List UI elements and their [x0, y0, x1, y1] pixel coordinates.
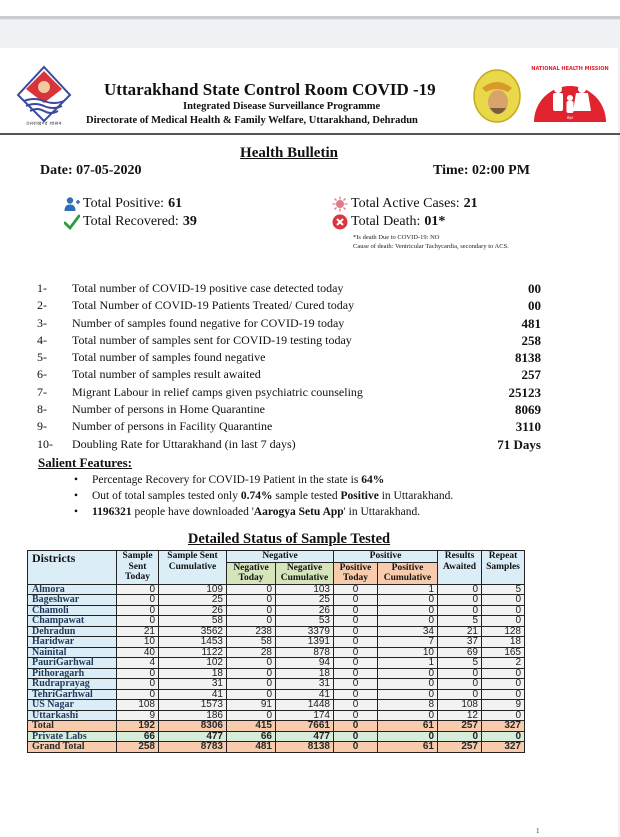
district-name: Almora [28, 584, 117, 595]
col-repeat-samples: Repeat Samples [482, 551, 525, 585]
cell-neg-cum: 878 [276, 647, 334, 658]
district-name: Total [28, 721, 117, 732]
district-name: Nainital [28, 647, 117, 658]
cell-pos-cum: 0 [378, 595, 438, 606]
list-item-value: 3110 [515, 419, 541, 435]
cell-awaited: 0 [438, 689, 482, 700]
district-name: Grand Total [28, 742, 117, 753]
cell-repeat: 0 [482, 605, 525, 616]
table-row [28, 679, 525, 690]
cell-sent-cum: 25 [159, 595, 227, 606]
list-item-label: Total number of samples found negative [72, 350, 266, 365]
list-item-number: 1- [37, 281, 47, 295]
death-note-line-1: *Is death Due to COVID-19: NO [353, 234, 440, 241]
district-name: Haridwar [28, 637, 117, 648]
district-name: Dehradun [28, 626, 117, 637]
list-item-number: 3- [37, 315, 47, 330]
list-item-number: 4- [37, 332, 47, 347]
cell-pos-cum: 61 [378, 742, 438, 753]
col-results-awaited: Results Awaited [438, 551, 482, 585]
cell-repeat: 327 [482, 742, 525, 753]
cell-neg-today: 0 [227, 595, 276, 606]
cell-pos-cum: 0 [378, 679, 438, 690]
list-item [37, 401, 541, 418]
bullet-bold: 1196321 [92, 506, 132, 518]
district-name: PauriGarhwal [28, 658, 117, 669]
list-item-label: Total number of samples sent for COVID-19 testing today [72, 332, 352, 347]
bulletin-time: Time: 02:00 PM [433, 163, 530, 178]
col-group-negative: Negative [227, 551, 334, 563]
total-recovered-value: 39 [182, 214, 197, 229]
cell-sent-today: 0 [117, 689, 159, 700]
cell-neg-today: 0 [227, 689, 276, 700]
cell-pos-today: 0 [334, 658, 378, 669]
cell-pos-today: 0 [334, 616, 378, 627]
total-recovered-label: Total Recovered: [83, 214, 179, 229]
list-item-label: Migrant Labour in relief camps given psychiatric counseling [72, 384, 363, 399]
cell-sent-cum: 31 [159, 679, 227, 690]
header-title: Uttarakhand State Control Room COVID -19 [104, 80, 436, 99]
cell-sent-today: 0 [117, 584, 159, 595]
list-item-number: 6- [37, 367, 47, 382]
bullet-text: ' in Uttarakhand. [343, 506, 421, 518]
cell-sent-cum: 1122 [159, 647, 227, 658]
bullet-text: sample tested [272, 490, 341, 502]
death-note-line-2: Cause of death: Ventricular Tachycardia, secondary to ACS. [353, 243, 509, 250]
cell-neg-today: 0 [227, 584, 276, 595]
list-item-label: Number of persons in Home Quarantine [72, 402, 265, 417]
cell-repeat: 18 [482, 637, 525, 648]
cell-pos-today: 0 [334, 721, 378, 732]
list-item [37, 332, 541, 349]
list-item [37, 418, 541, 435]
table-row [28, 605, 525, 616]
cell-neg-today: 28 [227, 647, 276, 658]
bullet-bold: Aarogya Setu App [253, 506, 344, 518]
cell-pos-cum: 0 [378, 605, 438, 616]
list-item [37, 280, 541, 297]
total-death [332, 214, 445, 230]
cell-sent-today: 0 [117, 595, 159, 606]
header-rule [0, 133, 620, 135]
close-circle-icon [332, 214, 348, 230]
cell-repeat: 5 [482, 584, 525, 595]
district-name: Rudraprayag [28, 679, 117, 690]
cell-neg-today: 0 [227, 710, 276, 721]
cell-neg-today: 0 [227, 668, 276, 679]
cell-neg-cum: 477 [276, 731, 334, 742]
cell-neg-today: 238 [227, 626, 276, 637]
total-positive-label: Total Positive: [83, 196, 165, 211]
cell-pos-today: 0 [334, 710, 378, 721]
total-positive-value: 61 [168, 196, 183, 211]
cell-neg-today: 481 [227, 742, 276, 753]
cell-pos-cum: 1 [378, 658, 438, 669]
add-person-icon [64, 196, 80, 212]
cell-awaited: 0 [438, 731, 482, 742]
cell-repeat: 0 [482, 668, 525, 679]
cell-sent-cum: 1573 [159, 700, 227, 711]
list-item [37, 384, 541, 401]
col-sample-sent-today: Sample Sent Today [117, 551, 159, 585]
list-item-value: 481 [521, 315, 541, 331]
cell-pos-cum: 0 [378, 710, 438, 721]
bullet-bold: 64% [361, 474, 385, 486]
nhm-logo-icon [528, 62, 612, 126]
district-name: Uttarkashi [28, 710, 117, 721]
cell-pos-cum: 0 [378, 616, 438, 627]
cell-pos-cum: 0 [378, 668, 438, 679]
uttarakhand-emblem-icon [16, 65, 72, 125]
list-item-value: 8138 [515, 350, 541, 366]
cell-sent-today: 0 [117, 616, 159, 627]
table-row [28, 700, 525, 711]
table-row [28, 595, 525, 606]
salient-bullet: • 1196321 people have downloaded 'Aarogya Setu App' in Uttarakhand. [74, 506, 421, 518]
cell-sent-today: 108 [117, 700, 159, 711]
cell-neg-cum: 31 [276, 679, 334, 690]
cell-pos-cum: 8 [378, 700, 438, 711]
total-row [28, 721, 525, 732]
emblem-caption: उत्तराखण्ड शासन [26, 122, 62, 127]
cell-neg-cum: 1448 [276, 700, 334, 711]
cell-repeat: 0 [482, 679, 525, 690]
cell-neg-cum: 7661 [276, 721, 334, 732]
total-death-value: 01* [424, 214, 446, 229]
cell-sent-cum: 41 [159, 689, 227, 700]
list-item-label: Number of samples found negative for COVID-19 today [72, 315, 345, 330]
bullet-text: Out of total samples tested only [92, 490, 241, 502]
cell-sent-cum: 1453 [159, 637, 227, 648]
cell-sent-today: 0 [117, 668, 159, 679]
cell-sent-today: 4 [117, 658, 159, 669]
cell-sent-cum: 18 [159, 668, 227, 679]
cell-neg-cum: 3379 [276, 626, 334, 637]
cell-neg-cum: 1391 [276, 637, 334, 648]
cell-sent-cum: 102 [159, 658, 227, 669]
cell-awaited: 69 [438, 647, 482, 658]
cell-sent-cum: 8783 [159, 742, 227, 753]
bullet-bold: Positive [340, 490, 379, 502]
cell-pos-today: 0 [334, 700, 378, 711]
cell-sent-cum: 109 [159, 584, 227, 595]
bullet-text: Percentage Recovery for COVID-19 Patient in the state is [92, 474, 362, 486]
cell-awaited: 257 [438, 721, 482, 732]
cell-pos-today: 0 [334, 605, 378, 616]
cell-repeat: 165 [482, 647, 525, 658]
cell-neg-cum: 103 [276, 584, 334, 595]
list-item-value: 8069 [515, 402, 541, 418]
grand-total-row [28, 742, 525, 753]
cell-repeat: 0 [482, 731, 525, 742]
cell-neg-today: 0 [227, 605, 276, 616]
total-positive [64, 196, 182, 212]
col-group-positive: Positive [334, 551, 438, 563]
list-item [37, 436, 541, 453]
cell-sent-cum: 26 [159, 605, 227, 616]
cell-awaited: 37 [438, 637, 482, 648]
cell-neg-today: 415 [227, 721, 276, 732]
district-name: Private Labs [28, 731, 117, 742]
cell-awaited: 5 [438, 658, 482, 669]
cell-awaited: 21 [438, 626, 482, 637]
death-note [353, 233, 553, 251]
cell-sent-today: 0 [117, 679, 159, 690]
cell-pos-today: 0 [334, 679, 378, 690]
check-icon [64, 214, 80, 230]
cell-neg-cum: 41 [276, 689, 334, 700]
cell-sent-cum: 8306 [159, 721, 227, 732]
district-name: Champawat [28, 616, 117, 627]
cell-awaited: 0 [438, 668, 482, 679]
cell-repeat: 0 [482, 595, 525, 606]
total-death-label: Total Death: [351, 214, 421, 229]
cell-pos-today: 0 [334, 626, 378, 637]
cell-awaited: 0 [438, 605, 482, 616]
cell-neg-today: 0 [227, 658, 276, 669]
cell-repeat: 327 [482, 721, 525, 732]
total-active-cases [332, 196, 478, 212]
table-row [28, 626, 525, 637]
cell-pos-today: 0 [334, 668, 378, 679]
list-item [37, 349, 541, 366]
cell-sent-today: 10 [117, 637, 159, 648]
list-item-value: 257 [521, 367, 541, 383]
cell-awaited: 12 [438, 710, 482, 721]
list-item-number: 2- [37, 298, 47, 313]
idsp-logo-icon [472, 68, 522, 124]
cell-pos-cum: 61 [378, 721, 438, 732]
cell-repeat: 0 [482, 710, 525, 721]
table-title: Detailed Status of Sample Tested [187, 531, 391, 547]
cell-awaited: 0 [438, 679, 482, 690]
cell-awaited: 108 [438, 700, 482, 711]
cell-awaited: 0 [438, 584, 482, 595]
district-name: Pithoragarh [28, 668, 117, 679]
cell-repeat: 9 [482, 700, 525, 711]
top-bar [0, 0, 620, 16]
list-item-value: 00 [528, 281, 541, 296]
table-row [28, 584, 525, 595]
viewer-strip [0, 19, 620, 49]
cell-sent-today: 9 [117, 710, 159, 721]
table-row [28, 710, 525, 721]
svg-text:NATIONAL HEALTH MISSION: NATIONAL HEALTH MISSION [531, 66, 609, 72]
cell-repeat: 128 [482, 626, 525, 637]
cell-pos-today: 0 [334, 637, 378, 648]
col-negative-today: Negative Today [227, 562, 276, 584]
col-districts: Districts [28, 551, 117, 585]
list-item-number: 7- [37, 384, 47, 399]
bulletin-date: Date: 07-05-2020 [40, 163, 142, 178]
list-item [37, 297, 541, 314]
cell-pos-cum: 10 [378, 647, 438, 658]
cell-neg-cum: 18 [276, 668, 334, 679]
cell-pos-cum: 34 [378, 626, 438, 637]
col-sample-sent-cumulative: Sample Sent Cumulative [159, 551, 227, 585]
cell-neg-cum: 8138 [276, 742, 334, 753]
cell-repeat: 2 [482, 658, 525, 669]
cell-sent-cum: 186 [159, 710, 227, 721]
cell-pos-cum: 0 [378, 731, 438, 742]
cell-sent-today: 0 [117, 605, 159, 616]
bullet-text: people have downloaded ' [131, 506, 254, 518]
list-item-value: 25123 [508, 384, 541, 400]
table-row [28, 658, 525, 669]
cell-neg-cum: 25 [276, 595, 334, 606]
bullet-bold: 0.74% [240, 490, 273, 502]
cell-sent-cum: 3562 [159, 626, 227, 637]
list-item-value: 00 [528, 298, 541, 314]
list-item-label: Total number of samples result awaited [72, 367, 261, 382]
table-body [28, 584, 525, 752]
cell-awaited: 0 [438, 595, 482, 606]
salient-bullet: • Out of total samples tested only 0.74% sample tested Positive in Uttarakhand. [74, 490, 454, 502]
cell-pos-today: 0 [334, 647, 378, 658]
bulletin-list [37, 280, 541, 453]
col-negative-cumulative: Negative Cumulative [276, 562, 334, 584]
district-name: TehriGarhwal [28, 689, 117, 700]
cell-neg-cum: 26 [276, 605, 334, 616]
svg-text:सेहत: सेहत [566, 116, 574, 120]
table-row [28, 647, 525, 658]
cell-neg-cum: 174 [276, 710, 334, 721]
cell-pos-today: 0 [334, 731, 378, 742]
cell-pos-today: 0 [334, 742, 378, 753]
table-row [28, 668, 525, 679]
header-subtitle: Integrated Disease Surveillance Programme [183, 101, 381, 112]
cell-awaited: 257 [438, 742, 482, 753]
list-item-number: 10- [37, 436, 53, 451]
list-item [37, 315, 541, 332]
salient-features-title: Salient Features: [38, 455, 132, 470]
cell-pos-cum: 1 [378, 584, 438, 595]
table-row [28, 637, 525, 648]
list-item-number: 8- [37, 402, 47, 417]
cell-neg-cum: 53 [276, 616, 334, 627]
cell-neg-cum: 94 [276, 658, 334, 669]
col-positive-cumulative: Positive Cumulative [378, 562, 438, 584]
list-item-label: Number of persons in Facility Quarantine [72, 419, 273, 434]
cell-pos-cum: 7 [378, 637, 438, 648]
cell-pos-cum: 0 [378, 689, 438, 700]
cell-neg-today: 66 [227, 731, 276, 742]
list-item-label: Total Number of COVID-19 Patients Treated/ Cured today [72, 298, 355, 313]
district-name: US Nagar [28, 700, 117, 711]
list-item [37, 366, 541, 383]
private-labs-row [28, 731, 525, 742]
table-row [28, 616, 525, 627]
district-name: Chamoli [28, 605, 117, 616]
cell-repeat: 0 [482, 689, 525, 700]
list-item-number: 9- [37, 419, 47, 434]
cell-sent-cum: 477 [159, 731, 227, 742]
table-row [28, 689, 525, 700]
cell-pos-today: 0 [334, 689, 378, 700]
list-item-label: Total number of COVID-19 positive case detected today [72, 281, 344, 295]
cell-sent-today: 192 [117, 721, 159, 732]
cell-neg-today: 91 [227, 700, 276, 711]
cell-sent-today: 21 [117, 626, 159, 637]
cell-neg-today: 0 [227, 679, 276, 690]
cell-awaited: 5 [438, 616, 482, 627]
sample-status-table [27, 550, 525, 753]
salient-bullet: • Percentage Recovery for COVID-19 Patient in the state is 64% [74, 474, 385, 486]
cell-pos-today: 0 [334, 595, 378, 606]
cell-sent-today: 40 [117, 647, 159, 658]
header-directorate: Directorate of Medical Health & Family Welfare, Uttarakhand, Dehradun [86, 115, 418, 126]
total-active-label: Total Active Cases: [351, 196, 460, 211]
bullet-text: in Uttarakhand. [378, 490, 454, 502]
cell-sent-today: 258 [117, 742, 159, 753]
list-item-number: 5- [37, 350, 47, 365]
total-active-value: 21 [463, 196, 478, 211]
bulletin-title: Health Bulletin [240, 145, 338, 161]
list-item-value: 258 [521, 332, 541, 348]
cell-neg-today: 0 [227, 616, 276, 627]
page-number: 1 [536, 827, 540, 835]
cell-pos-today: 0 [334, 584, 378, 595]
cell-repeat: 0 [482, 616, 525, 627]
col-positive-today: Positive Today [334, 562, 378, 584]
virus-icon [332, 196, 348, 212]
total-recovered [64, 214, 197, 230]
district-name: Bageshwar [28, 595, 117, 606]
cell-sent-cum: 58 [159, 616, 227, 627]
cell-sent-today: 66 [117, 731, 159, 742]
salient-features-list [74, 472, 453, 520]
list-item-label: Doubling Rate for Uttarakhand (in last 7 days) [72, 436, 296, 451]
cell-neg-today: 58 [227, 637, 276, 648]
list-item-value: 71 Days [497, 436, 541, 452]
